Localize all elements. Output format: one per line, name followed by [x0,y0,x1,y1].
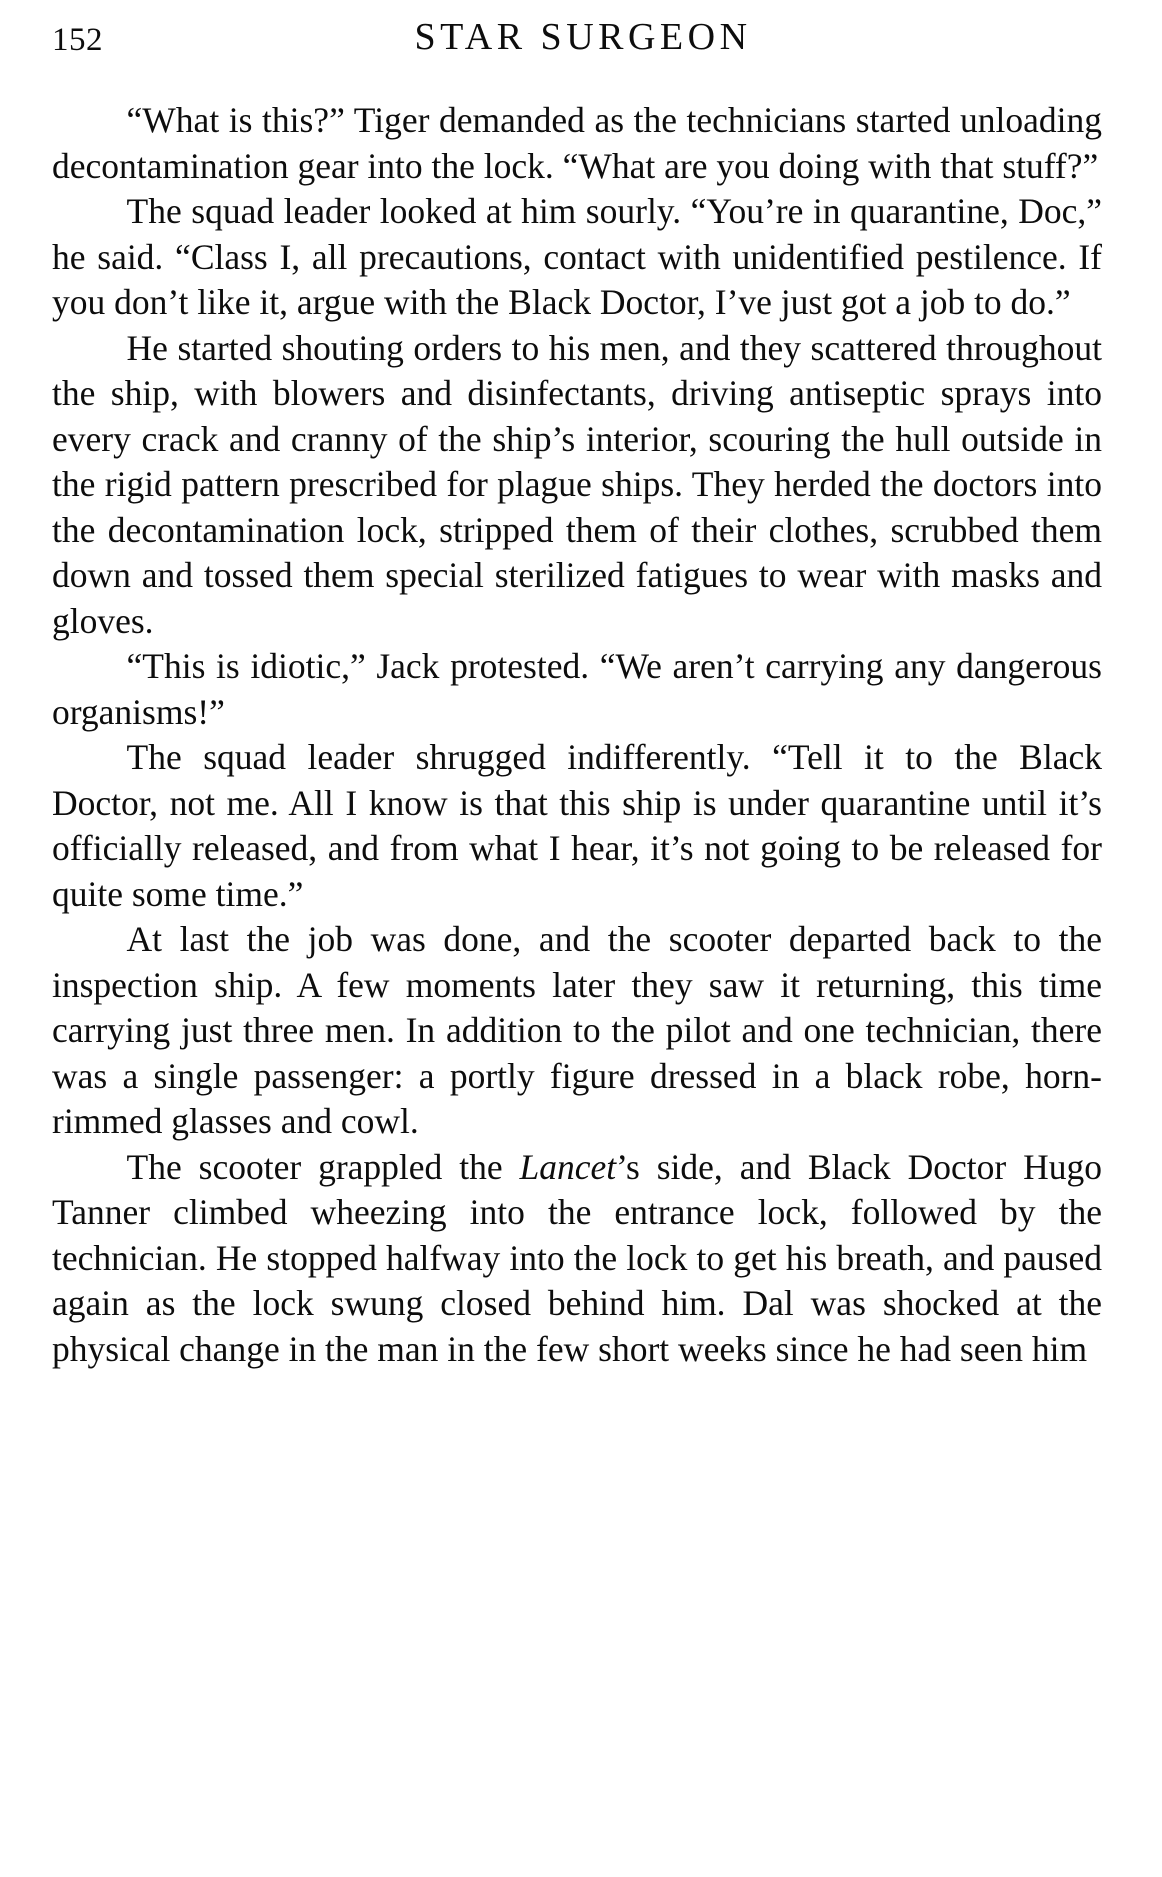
running-head [52,18,1102,84]
paragraph: “This is idiotic,” Jack protested. “We aren’t carrying any dangerous organisms!” [52,646,1102,732]
paragraph: He started shouting orders to his men, and they scattered throughout the ship, with blowers and disinfectants, driving antiseptic sprays into every crack and cranny of the ship’s interior, scouring the hull outside in the rigid pattern prescribed for plague ships. They herded the doctors into the decontamination lock, stripped them of their clothes, scrubbed them down and tossed them special sterilized fatigues to wear with masks and gloves. [52,327,1102,641]
paragraph: “What is this?” Tiger demanded as the technicians started unloading decontamination gear into the lock. “What are you doing with that stuff?” [52,100,1102,186]
page-number: 152 [52,22,103,58]
italic-ship-name: Lancet [519,1146,617,1187]
paragraph-segment-before-italic: The scooter grappled the [126,1146,520,1187]
page-title: STAR SURGEON [414,16,752,58]
body-text [52,98,1102,1372]
paragraph-with-italic [52,1145,1102,1373]
paragraph: The squad leader looked at him sourly. “You’re in quarantine, Doc,” he said. “Class I, all precautions, contact with unidentified pestilence. If you don’t like it, argue with the Black Doctor, I’ve just got a job to do.” [52,191,1102,322]
paragraph: The squad leader shrugged indifferently. “Tell it to the Black Doctor, not me. All I know is that this ship is under quarantine until it’s officially released, and from what I hear, it’s not going to be released for quite some time.” [52,737,1102,914]
paragraph-segment-after-italic: ’s side, and Black Doctor Hugo Tanner climbed wheezing into the entrance lock, followed by the technician. He stopped halfway into the lock to get his breath, and paused again as the lock swung closed behind him. Dal was shocked at the physical change in the man in the few short weeks since he had seen him [52,1146,1102,1369]
paragraph: At last the job was done, and the scooter departed back to the inspection ship. A few moments later they saw it returning, this time carrying just three men. In addition to the pilot and one technician, there was a single passenger: a portly figure dressed in a black robe, horn-rimmed glasses and cowl. [52,919,1102,1141]
